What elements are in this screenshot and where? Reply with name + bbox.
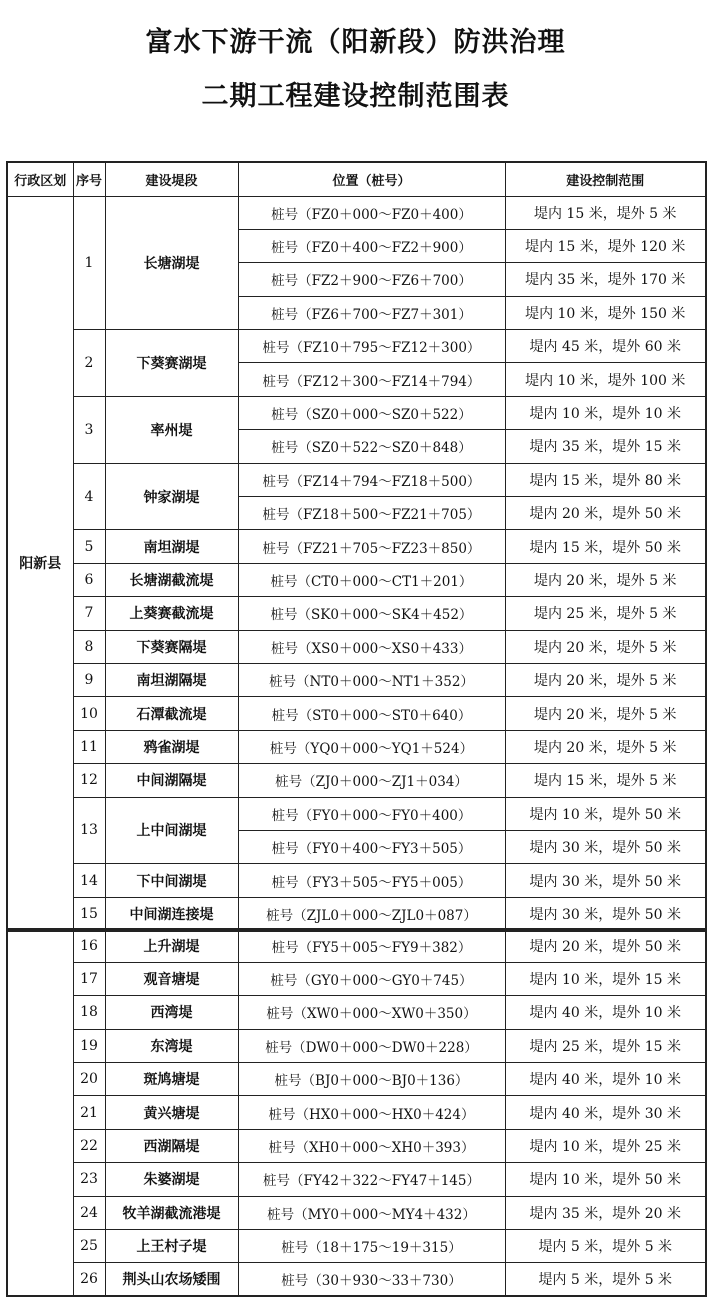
seq-no-cell: 2 (73, 330, 105, 397)
position-cell: 桩号（FZ0＋400～FZ2＋900） (238, 229, 505, 262)
section-name-cell: 荆头山农场矮围 (105, 1263, 238, 1296)
table-row (7, 929, 706, 962)
position-cell: 桩号（YQ0＋000～YQ1＋524） (238, 730, 505, 763)
range-cell: 堤内 15 米，堤外 5 米 (505, 764, 706, 797)
position-cell: 桩号（NT0＋000～NT1＋352） (238, 663, 505, 696)
seq-no-cell: 20 (73, 1063, 105, 1096)
section-name-cell: 下葵赛湖堤 (105, 330, 238, 397)
table-row (7, 1063, 706, 1096)
range-cell: 堤内 10 米，堤外 50 米 (505, 797, 706, 830)
table-row (7, 1163, 706, 1196)
control-range-table-part1 (6, 161, 707, 932)
range-cell: 堤内 20 米，堤外 5 米 (505, 630, 706, 663)
seq-no-cell: 5 (73, 530, 105, 563)
header-no: 序号 (73, 162, 105, 196)
range-cell: 堤内 10 米，堤外 15 米 (505, 962, 706, 995)
position-cell: 桩号（BJ0＋000～BJ0＋136） (238, 1063, 505, 1096)
range-cell: 堤内 30 米，堤外 50 米 (505, 830, 706, 863)
position-cell: 桩号（DW0＋000～DW0＋228） (238, 1029, 505, 1062)
table-row (7, 864, 706, 897)
range-cell: 堤内 45 米，堤外 60 米 (505, 330, 706, 363)
seq-no-cell: 15 (73, 897, 105, 930)
seq-no-cell: 1 (73, 196, 105, 330)
position-cell: 桩号（XS0＋000～XS0＋433） (238, 630, 505, 663)
seq-no-cell: 13 (73, 797, 105, 864)
table-row (7, 962, 706, 995)
table-row (7, 196, 706, 229)
range-cell: 堤内 15 米，堤外 80 米 (505, 463, 706, 496)
seq-no-cell: 17 (73, 962, 105, 995)
range-cell: 堤内 20 米，堤外 5 米 (505, 663, 706, 696)
table-row (7, 1230, 706, 1263)
range-cell: 堤内 20 米，堤外 5 米 (505, 730, 706, 763)
range-cell: 堤内 25 米，堤外 15 米 (505, 1029, 706, 1062)
range-cell: 堤内 10 米，堤外 150 米 (505, 296, 706, 329)
position-cell: 桩号（ST0＋000～ST0＋640） (238, 697, 505, 730)
position-cell: 桩号（FY0＋400～FY3＋505） (238, 830, 505, 863)
position-cell: 桩号（FY5＋005～FY9＋382） (238, 929, 505, 962)
position-cell: 桩号（FZ2＋900～FZ6＋700） (238, 263, 505, 296)
position-cell: 桩号（ZJ0＋000～ZJ1＋034） (238, 764, 505, 797)
county-cell: 阳新县 (7, 196, 73, 931)
seq-no-cell: 7 (73, 597, 105, 630)
section-name-cell: 上中间湖堤 (105, 797, 238, 864)
position-cell: 桩号（FZ6＋700～FZ7＋301） (238, 296, 505, 329)
seq-no-cell: 10 (73, 697, 105, 730)
section-name-cell: 黄兴塘堤 (105, 1096, 238, 1129)
table-row (7, 630, 706, 663)
table-row (7, 530, 706, 563)
section-name-cell: 南坦湖堤 (105, 530, 238, 563)
section-name-cell: 上葵赛截流堤 (105, 597, 238, 630)
position-cell: 桩号（FZ14＋794～FZ18＋500） (238, 463, 505, 496)
range-cell: 堤内 15 米，堤外 50 米 (505, 530, 706, 563)
seq-no-cell: 18 (73, 996, 105, 1029)
section-name-cell: 中间湖连接堤 (105, 897, 238, 930)
range-cell: 堤内 5 米，堤外 5 米 (505, 1263, 706, 1296)
table-row (7, 897, 706, 930)
table-row (7, 1263, 706, 1296)
position-cell: 桩号（GY0＋000～GY0＋745） (238, 962, 505, 995)
section-name-cell: 南坦湖隔堤 (105, 663, 238, 696)
section-name-cell: 钟家湖堤 (105, 463, 238, 530)
header-county: 行政区划 (7, 162, 73, 196)
position-cell: 桩号（FY42＋322～FY47＋145） (238, 1163, 505, 1196)
header-position: 位置（桩号） (238, 162, 505, 196)
table-row (7, 1029, 706, 1062)
seq-no-cell: 23 (73, 1163, 105, 1196)
table-row (7, 330, 706, 363)
position-cell: 桩号（FY3＋505～FY5＋005） (238, 864, 505, 897)
range-cell: 堤内 15 米，堤外 5 米 (505, 196, 706, 229)
title-line-1: 富水下游干流（阳新段）防洪治理 (145, 27, 566, 58)
range-cell: 堤内 20 米，堤外 5 米 (505, 563, 706, 596)
position-cell: 桩号（CT0＋000～CT1＋201） (238, 563, 505, 596)
position-cell: 桩号（FZ10＋795～FZ12＋300） (238, 330, 505, 363)
control-range-table-part2 (6, 928, 707, 1297)
section-name-cell: 牧羊湖截流港堤 (105, 1196, 238, 1229)
table-row (7, 730, 706, 763)
position-cell: 桩号（XH0＋000～XH0＋393） (238, 1129, 505, 1162)
table-row (7, 597, 706, 630)
position-cell: 桩号（FZ12＋300～FZ14＋794） (238, 363, 505, 396)
seq-no-cell: 6 (73, 563, 105, 596)
range-cell: 堤内 20 米，堤外 50 米 (505, 929, 706, 962)
range-cell: 堤内 35 米，堤外 170 米 (505, 263, 706, 296)
position-cell: 桩号（XW0＋000～XW0＋350） (238, 996, 505, 1029)
range-cell: 堤内 10 米，堤外 25 米 (505, 1129, 706, 1162)
section-name-cell: 上王村子堤 (105, 1230, 238, 1263)
table-row (7, 1129, 706, 1162)
section-name-cell: 长塘湖堤 (105, 196, 238, 330)
table-row (7, 1196, 706, 1229)
table-row (7, 797, 706, 830)
section-name-cell: 石潭截流堤 (105, 697, 238, 730)
seq-no-cell: 12 (73, 764, 105, 797)
header-range: 建设控制范围 (505, 162, 706, 196)
section-name-cell: 上升湖堤 (105, 929, 238, 962)
range-cell: 堤内 30 米，堤外 50 米 (505, 864, 706, 897)
range-cell: 堤内 10 米，堤外 50 米 (505, 1163, 706, 1196)
section-name-cell: 鸦雀湖堤 (105, 730, 238, 763)
seq-no-cell: 19 (73, 1029, 105, 1062)
header-section: 建设堤段 (105, 162, 238, 196)
range-cell: 堤内 40 米，堤外 10 米 (505, 1063, 706, 1096)
seq-no-cell: 16 (73, 929, 105, 962)
range-cell: 堤内 15 米，堤外 120 米 (505, 229, 706, 262)
section-name-cell: 观音塘堤 (105, 962, 238, 995)
section-name-cell: 西湾堤 (105, 996, 238, 1029)
position-cell: 桩号（FY0＋000～FY0＋400） (238, 797, 505, 830)
seq-no-cell: 14 (73, 864, 105, 897)
range-cell: 堤内 10 米，堤外 100 米 (505, 363, 706, 396)
seq-no-cell: 22 (73, 1129, 105, 1162)
range-cell: 堤内 20 米，堤外 50 米 (505, 497, 706, 530)
seq-no-cell: 11 (73, 730, 105, 763)
section-name-cell: 率州堤 (105, 396, 238, 463)
section-name-cell: 长塘湖截流堤 (105, 563, 238, 596)
range-cell: 堤内 40 米，堤外 10 米 (505, 996, 706, 1029)
section-name-cell: 朱婆湖堤 (105, 1163, 238, 1196)
section-name-cell: 东湾堤 (105, 1029, 238, 1062)
position-cell: 桩号（MY0＋000～MY4＋432） (238, 1196, 505, 1229)
title-line-2: 二期工程建设控制范围表 (201, 81, 510, 112)
position-cell: 桩号（FZ18＋500～FZ21＋705） (238, 497, 505, 530)
table-row (7, 396, 706, 429)
table-row (7, 563, 706, 596)
position-cell: 桩号（HX0＋000～HX0＋424） (238, 1096, 505, 1129)
position-cell: 桩号（FZ21＋705～FZ23＋850） (238, 530, 505, 563)
seq-no-cell: 4 (73, 463, 105, 530)
table-row (7, 663, 706, 696)
position-cell: 桩号（ZJL0＋000～ZJL0＋087） (238, 897, 505, 930)
table-row (7, 1096, 706, 1129)
section-name-cell: 中间湖隔堤 (105, 764, 238, 797)
seq-no-cell: 3 (73, 396, 105, 463)
seq-no-cell: 9 (73, 663, 105, 696)
position-cell: 桩号（SK0＋000～SK4＋452） (238, 597, 505, 630)
seq-no-cell: 25 (73, 1230, 105, 1263)
position-cell: 桩号（18＋175～19＋315） (238, 1230, 505, 1263)
seq-no-cell: 8 (73, 630, 105, 663)
table-row (7, 764, 706, 797)
position-cell: 桩号（FZ0＋000～FZ0＋400） (238, 196, 505, 229)
seq-no-cell: 24 (73, 1196, 105, 1229)
range-cell: 堤内 5 米，堤外 5 米 (505, 1230, 706, 1263)
seq-no-cell: 26 (73, 1263, 105, 1296)
range-cell: 堤内 20 米，堤外 5 米 (505, 697, 706, 730)
table-header-row (7, 162, 706, 196)
table-row (7, 463, 706, 496)
county-cell-empty (7, 929, 73, 1296)
range-cell: 堤内 35 米，堤外 20 米 (505, 1196, 706, 1229)
section-name-cell: 下中间湖堤 (105, 864, 238, 897)
section-name-cell: 西湖隔堤 (105, 1129, 238, 1162)
position-cell: 桩号（SZ0＋522～SZ0＋848） (238, 430, 505, 463)
range-cell: 堤内 35 米，堤外 15 米 (505, 430, 706, 463)
range-cell: 堤内 40 米，堤外 30 米 (505, 1096, 706, 1129)
table-row (7, 996, 706, 1029)
position-cell: 桩号（30＋930～33＋730） (238, 1263, 505, 1296)
range-cell: 堤内 10 米，堤外 10 米 (505, 396, 706, 429)
seq-no-cell: 21 (73, 1096, 105, 1129)
table-row (7, 697, 706, 730)
section-name-cell: 斑鸠塘堤 (105, 1063, 238, 1096)
range-cell: 堤内 30 米，堤外 50 米 (505, 897, 706, 930)
section-name-cell: 下葵赛隔堤 (105, 630, 238, 663)
position-cell: 桩号（SZ0＋000～SZ0＋522） (238, 396, 505, 429)
range-cell: 堤内 25 米，堤外 5 米 (505, 597, 706, 630)
